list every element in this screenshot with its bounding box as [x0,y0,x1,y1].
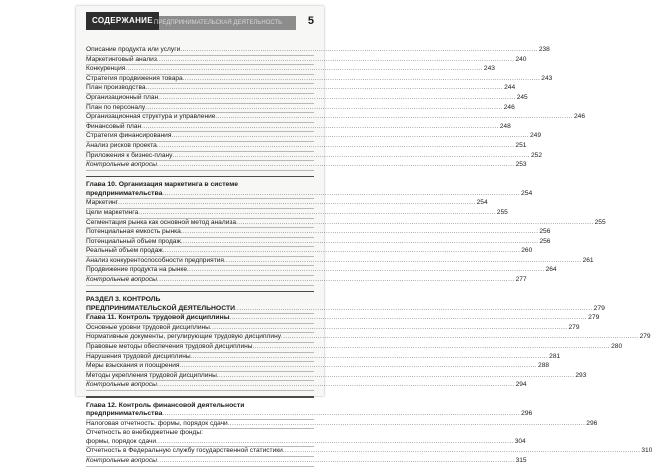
toc-entry [86,46,550,56]
toc-leader-dots [183,75,541,84]
toc-group-chapter-11 [86,323,651,391]
toc-entry [86,371,587,382]
toc-entry [86,65,495,75]
chapter-12-heading-line1: Глава 12. Контроль финансовой деятельности [86,401,245,409]
toc-group-chapter-10 [86,199,606,285]
toc-entry-page: 256 [539,228,551,236]
toc-entry [86,74,553,85]
toc-entry [86,247,533,257]
toc-entry-title: Нарушения трудовой дисциплины [86,352,191,360]
toc-entry [86,199,488,209]
chapter-12-heading-line2 [86,410,533,420]
toc-entry-title: План производства [86,84,146,92]
book-page [76,6,652,464]
toc-entry [86,362,550,372]
toc-entry [86,55,527,66]
chapter-11-page: 279 [588,314,600,322]
toc-entry-title: Описание продукта или услуги [86,46,181,53]
toc-entry-title: Контрольные вопросы [86,161,158,169]
toc-entry [86,381,527,391]
page-number: 5 [307,15,314,27]
toc-leader-dots [158,94,516,103]
toc-entry-title: Маркетинговый анализ [86,55,157,63]
toc-leader-dots [157,161,515,170]
toc-entry-title: План по персоналу [86,103,146,111]
toc-entry-title: Стратегия продвижения товара [86,74,183,82]
toc-leader-dots [180,46,538,55]
toc-entry-title: Цели маркетинга [86,208,139,216]
chapter-12-heading-text: предпринимательства [86,410,163,418]
toc-entry-page: 243 [541,74,553,82]
toc-entry [86,132,542,142]
toc-entry-title: Нормативные документы, регулирующие трудовую дисциплину [86,333,282,341]
toc-entry [86,266,557,276]
toc-leader-dots [181,238,539,247]
toc-entry-page: 246 [574,113,586,121]
toc-entry-page: 246 [503,103,515,111]
section-divider [86,176,314,178]
toc-leader-dots [172,152,530,161]
toc-leader-dots [156,438,514,447]
toc-leader-dots [181,228,539,237]
toc-entry-page: 245 [516,93,528,101]
toc-entry [86,228,551,238]
toc-entry-title: Меры взыскания и поощрения [86,362,180,370]
toc-entry-title: Конкуренция [86,65,126,73]
toc-group-business-plan [86,46,586,171]
section-3-heading-line1: РАЗДЕЛ 3. КОНТРОЛЬ [86,296,161,304]
toc-entry-title: Налоговая отчетность: формы, порядок сдачи [86,419,228,427]
toc-content [86,46,652,467]
toc-entry-page: 248 [499,122,511,130]
toc-entry-page: 315 [515,456,527,464]
toc-entry-title: Организационный план [86,93,159,101]
toc-entry-title: Анализ рисков проекта [86,141,157,149]
toc-leader-dots [236,219,594,228]
toc-leader-dots [224,257,582,266]
toc-entry-title: Отчетность во внебюджетные фонды: [86,429,203,437]
toc-entry-page: 261 [582,256,594,264]
section-3-heading-line2 [86,304,605,315]
toc-leader-dots [210,324,568,333]
toc-entry-title: Реальный объем продаж [86,247,163,255]
toc-entry-page: 252 [531,151,543,159]
toc-entry-page: 240 [515,55,527,63]
toc-entry [86,161,527,171]
toc-entry-page: 256 [539,237,551,245]
toc-leader-dots [145,104,503,113]
toc-entry-page: 293 [575,371,587,379]
toc-entry-page: 277 [515,276,527,284]
toc-entry [86,437,526,448]
toc-entry-page: 279 [639,333,651,341]
toc-entry-title: Сегментация рынка как основной метод анализа [86,218,237,226]
toc-entry [86,456,527,467]
toc-entry-title: Потенциальный объем продаж [86,237,181,245]
toc-entry [86,276,527,286]
toc-leader-dots [215,113,573,122]
section-divider [86,396,314,398]
toc-entry [86,256,594,267]
toc-leader-dots [141,123,499,132]
toc-entry [86,333,651,343]
chapter-10-heading-line2 [86,189,533,200]
toc-entry-page: 294 [515,381,527,389]
toc-entry-title: Контрольные вопросы [86,276,158,284]
toc-leader-dots [157,142,515,151]
toc-entry [86,103,515,114]
toc-entry [86,343,623,353]
toc-entry-title: Потенциальная емкость рынка [86,228,181,236]
toc-leader-dots [228,420,586,429]
toc-entry-title: Приложения к бизнес-плану [86,151,173,159]
section-3-page: 279 [593,304,605,312]
toc-leader-dots [118,199,476,208]
toc-entry-page: 279 [568,323,580,331]
toc-entry-page: 254 [476,199,488,207]
toc-leader-dots [157,56,515,65]
toc-entry-title: Контрольные вопросы [86,381,158,389]
toc-entry [86,237,551,248]
toc-entry-page: 255 [496,208,508,216]
toc-entry [86,208,508,219]
toc-entry-title: Методы укрепления трудовой дисциплины [86,371,217,379]
toc-entry-page: 243 [483,65,495,73]
toc-entry [86,93,528,104]
toc-entry-page: 264 [545,266,557,274]
toc-leader-dots [125,65,483,74]
chapter-10-heading-line1: Глава 10. Организация маркетинга в системе [86,181,239,189]
chapter-12-page: 296 [520,410,533,418]
toc-entry-page: 296 [586,419,598,427]
chapter-10-heading-text: предпринимательства [86,189,163,197]
toc-entry [86,323,580,334]
toc-leader-dots [163,247,521,256]
section-3-heading-text: ПРЕДПРИНИМАТЕЛЬСКОЙ ДЕЯТЕЛЬНОСТИ [86,304,235,312]
toc-entry-page: 244 [504,84,516,92]
section-divider [86,291,314,293]
toc-entry [86,447,652,457]
toc-leader-dots [253,343,611,352]
toc-leader-dots [187,266,545,275]
toc-entry-page: 249 [530,132,542,140]
toc-entry-page: 304 [514,437,526,445]
toc-entry-page: 281 [549,352,561,360]
toc-leader-dots [138,209,496,218]
chapter-11-heading [86,314,600,324]
toc-entry-title: Основные уровни трудовой дисциплины [86,323,210,331]
toc-entry-page: 280 [611,343,623,351]
toc-entry-page: 288 [538,362,550,370]
toc-entry-title: Финансовый план [86,122,142,130]
toc-entry-page: 260 [521,247,533,255]
toc-leader-dots [283,447,641,456]
toc-leader-dots [179,362,537,371]
toc-leader-dots [157,381,515,390]
toc-entry-title: формы, порядок сдачи [86,437,157,445]
chapter-10-page: 254 [520,189,533,197]
toc-entry-title: Продвижение продукта на рынке [86,266,187,274]
toc-leader-dots [281,333,639,342]
toc-entry [86,419,598,430]
toc-entry [86,84,516,94]
header-subtitle: ПРЕДПРИНИМАТЕЛЬСКАЯ ДЕЯТЕЛЬНОСТЬ [154,20,283,26]
header-title: СОДЕРЖАНИЕ [86,12,159,30]
toc-leader-dots [157,276,515,285]
toc-entry-title: Маркетинг [86,199,119,207]
toc-entry-title: Организационная структура и управление [86,113,216,121]
toc-entry-title: Правовые методы обеспечения трудовой дисциплины [86,343,253,351]
toc-entry-title: Анализ конкурентоспособности предприятия [86,256,224,264]
toc-entry [86,429,314,438]
toc-entry [86,151,543,162]
toc-entry-page: 310 [641,447,652,455]
toc-leader-dots [171,132,529,141]
toc-entry [86,141,527,152]
toc-entry [86,218,606,229]
toc-entry-title: Контрольные вопросы [86,456,158,464]
toc-entry [86,122,511,133]
toc-leader-dots [157,457,515,466]
toc-entry-page: 253 [515,161,527,169]
toc-group-chapter-12 [86,419,652,467]
toc-entry-page: 251 [515,141,527,149]
toc-entry-title: Стратегия финансирования [86,132,172,140]
toc-entry-page: 255 [594,218,606,226]
toc-entry-page: 238 [538,46,550,53]
toc-leader-dots [191,353,549,362]
toc-entry [86,352,561,363]
toc-entry [86,113,586,123]
toc-leader-dots [217,372,575,381]
toc-leader-dots [146,84,504,93]
toc-entry-title: Отчетность в Федеральную службу государственной статистики [86,447,283,455]
chapter-11-heading-text: Глава 11. Контроль трудовой дисциплины [86,314,230,322]
page-header [86,12,314,36]
